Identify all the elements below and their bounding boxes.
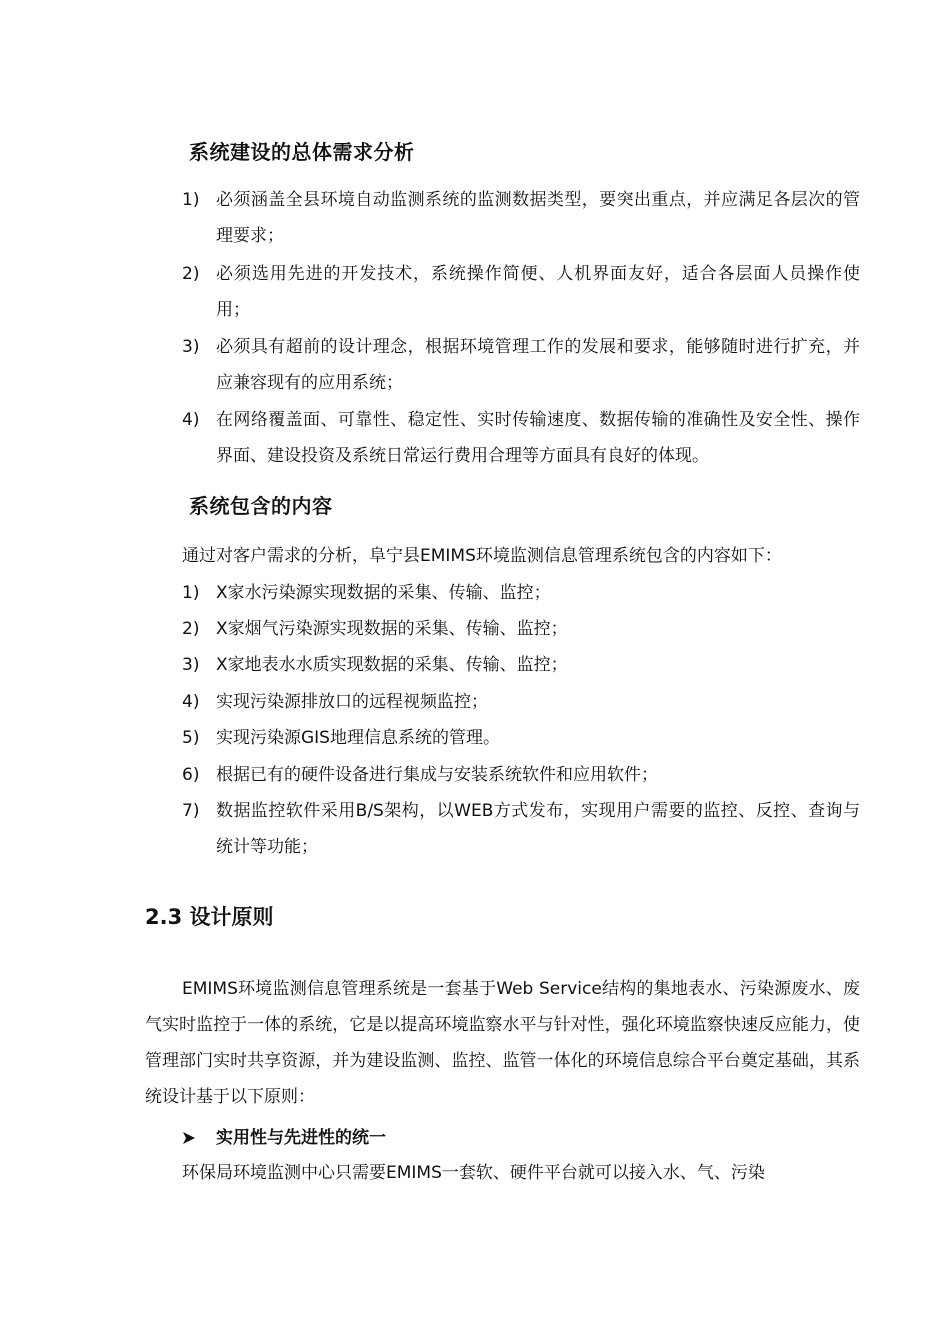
section-heading-requirements: 系统建设的总体需求分析 — [189, 140, 415, 164]
intro-paragraph: 通过对客户需求的分析，阜宁县EMIMS环境监测信息管理系统包含的内容如下： — [182, 546, 782, 566]
list-item — [182, 329, 860, 401]
list-item-number: 5) — [182, 728, 200, 748]
list-item-number: 3) — [182, 655, 200, 675]
list-item — [182, 647, 860, 683]
list-item-text: X家烟气污染源实现数据的采集、传输、监控； — [216, 619, 568, 639]
bullet-heading — [182, 1123, 386, 1153]
list-item-text: 实现污染源GIS地理信息系统的管理。 — [216, 728, 500, 748]
section-heading-design-principles: 2.3 设计原则 — [145, 905, 274, 929]
list-item-number: 1) — [182, 583, 200, 603]
list-item-number: 4) — [182, 410, 200, 430]
list-item — [182, 575, 860, 611]
list-item — [182, 402, 860, 474]
list-item-text: 必须涵盖全县环境自动监测系统的监测数据类型，要突出重点，并应满足各层次的管理要求； — [216, 190, 860, 246]
design-paragraph: EMIMS环境监测信息管理系统是一套基于Web Service结构的集地表水、污染源废水、废气实时监控于一体的系统，它是以提高环境监察水平与针对性，强化环境监察快速反应能力，使管理部门实时共享资源，并为建设监测、监控、监管一体化的环境信息综合平台奠定基础，其系统设计基于以下原则： — [145, 979, 860, 1107]
list-item — [182, 720, 860, 756]
list-item-number: 3) — [182, 337, 200, 357]
arrow-bullet-icon — [182, 1123, 216, 1153]
list-item-number: 2) — [182, 619, 200, 639]
list-item-text: 数据监控软件采用B/S架构，以WEB方式发布，实现用户需要的监控、反控、查询与统计等功能； — [216, 801, 860, 857]
list-item-number: 2) — [182, 264, 200, 284]
list-item — [182, 611, 860, 647]
list-item-text: 在网络覆盖面、可靠性、稳定性、实时传输速度、数据传输的准确性及安全性、操作界面、建设投资及系统日常运行费用合理等方面具有良好的体现。 — [216, 410, 860, 466]
list-item-text: 根据已有的硬件设备进行集成与安装系统软件和应用软件； — [216, 765, 658, 785]
bullet-body-text: 环保局环境监测中心只需要EMIMS一套软、硬件平台就可以接入水、气、污染 — [182, 1163, 765, 1183]
list-item — [182, 684, 860, 720]
list-item-text: X家水污染源实现数据的采集、传输、监控； — [216, 583, 551, 603]
list-item-text: 实现污染源排放口的远程视频监控； — [216, 692, 488, 712]
list-item — [182, 793, 860, 865]
list-item — [182, 757, 860, 793]
bullet-heading-text: 实用性与先进性的统一 — [216, 1128, 386, 1148]
section-heading-contents: 系统包含的内容 — [189, 494, 333, 518]
list-item-number: 6) — [182, 765, 200, 785]
list-item-text: 必须选用先进的开发技术，系统操作简便、人机界面友好，适合各层面人员操作使用； — [216, 264, 860, 320]
list-item-number: 7) — [182, 801, 200, 821]
list-item-number: 1) — [182, 190, 200, 210]
list-item — [182, 182, 860, 254]
list-item-text: 必须具有超前的设计理念，根据环境管理工作的发展和要求，能够随时进行扩充，并应兼容现有的应用系统； — [216, 337, 860, 393]
list-item-text: X家地表水水质实现数据的采集、传输、监控； — [216, 655, 568, 675]
list-item-number: 4) — [182, 692, 200, 712]
list-item — [182, 256, 860, 328]
